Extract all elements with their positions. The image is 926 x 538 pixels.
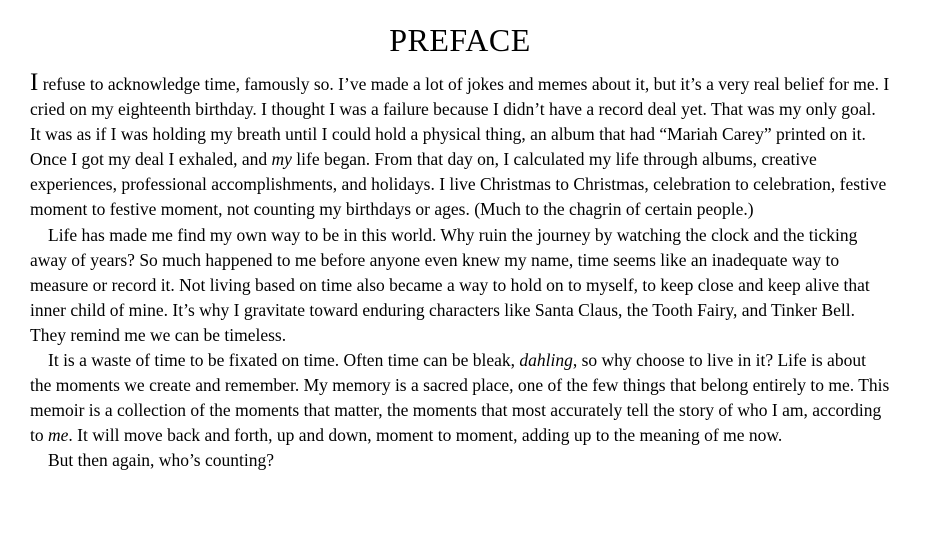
drop-cap: I [30,69,39,96]
preface-body [30,69,890,474]
emphasis: me [48,425,69,446]
paragraph-2 [30,223,890,348]
text-run: Life has made me find my own way to be in this world. Why ruin the journey by watching the clock and the ticking away of years? So much happened to me before anyone even knew my name, time seems like an inadequate way to measure or record it. Not living based on time also became a way to hold on to myself, to keep close and keep alive that inner child of mine. It’s why I gravitate toward enduring characters like Santa Claus, the Tooth Fairy, and Tinker Bell. They remind me we can be timeless. [30,224,870,345]
text-run: . It will move back and forth, up and down, moment to moment, adding up to the meaning of me now. [68,425,783,446]
emphasis: my [271,149,292,170]
paragraph-1 [30,69,890,223]
text-run: refuse to acknowledge time, famously so. I’ve made a lot of jokes and memes about it, but it’s a very real belief for me. I cried on my eighteenth birthday. I thought I was a failure because I didn’t have a record deal yet. That was my only goal. It was as if I was holding my breath until I could hold a physical thing, an album that had “Mariah Carey” printed on it. Once I got my deal I exhaled, and [30,74,890,170]
text-run: , so why choose to live in it? Life is about the moments we create and remember. My memory is a sacred place, one of the few things that belong entirely to me. This memoir is a collection of the moments that matter, the moments that most accurately tell the story of who I am, according to [30,350,890,446]
paragraph-4 [30,448,890,473]
text-run: It is a waste of time to be fixated on time. Often time can be bleak, [48,350,520,371]
page-title: PREFACE [389,22,531,58]
emphasis: dahling [519,350,573,371]
text-run: life began. From that day on, I calculated my life through albums, creative experiences, professional accomplishments, and holidays. I live Christmas to Christmas, celebration to celebration, festive moment to festive moment, not counting my birthdays or ages. (Much to the chagrin of certain people.) [30,149,887,220]
text-run: But then again, who’s counting? [48,450,275,471]
paragraph-3 [30,348,890,448]
